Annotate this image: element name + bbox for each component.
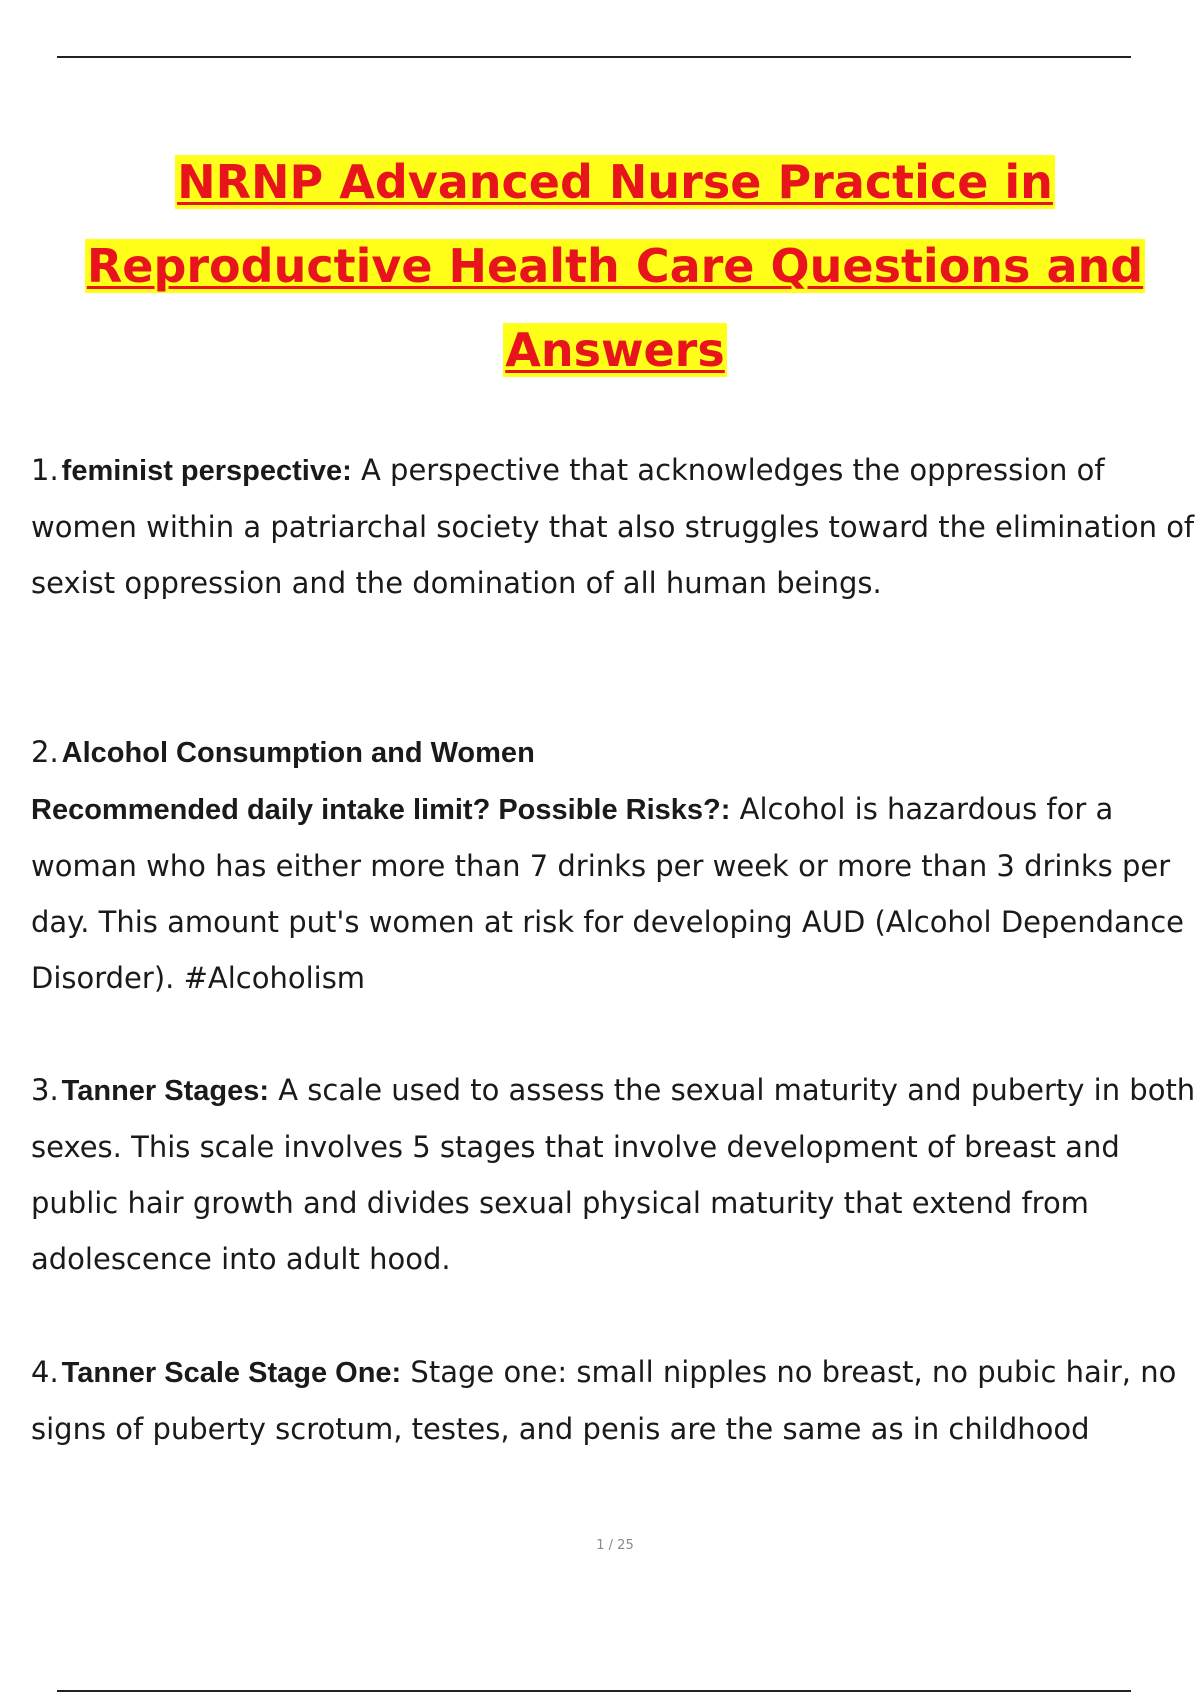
qa-item-3	[31, 1062, 1200, 1287]
qa-answer: Alcohol is hazardous for a woman who has either more than 7 drinks per week or more than 3 drinks per day. This amount put's women at risk for developing AUD (Alcohol Dependance Disorder). #Alcoholism	[31, 792, 1184, 995]
qa-answer: A perspective that acknowledges the oppression of women within a patriarchal society that also struggles toward the elimination of sexist oppression and the domination of all human beings.	[31, 453, 1195, 600]
qa-number: 1.	[31, 453, 59, 487]
qa-term: Tanner Stages:	[61, 1075, 270, 1107]
qa-answer: A scale used to assess the sexual maturity and puberty in both sexes. This scale involves 5 stages that involve development of breast and public hair growth and divides sexual physical maturity that extend from adolescence into adult hood.	[31, 1073, 1196, 1276]
page-number: 1 / 25	[596, 1538, 634, 1553]
qa-term-subline: Recommended daily intake limit? Possible Risks?:	[31, 794, 731, 826]
title-line-1: NRNP Advanced Nurse Practice in	[177, 155, 1053, 209]
document-title	[40, 140, 1190, 392]
qa-item-4	[31, 1344, 1200, 1457]
qa-item-1	[31, 442, 1200, 611]
qa-term: Alcohol Consumption and Women	[61, 737, 535, 769]
qa-number: 4.	[31, 1355, 59, 1389]
qa-number: 2.	[31, 735, 59, 769]
header-rule	[57, 56, 1131, 58]
title-line-3: Answers	[505, 323, 725, 377]
qa-term: feminist perspective:	[61, 455, 352, 487]
qa-item-2	[31, 724, 1200, 1006]
qa-answer: Stage one: small nipples no breast, no pubic hair, no signs of puberty scrotum, testes, and penis are the same as in childhood	[31, 1355, 1177, 1446]
title-line-2: Reproductive Health Care Questions and	[86, 239, 1144, 293]
qa-number: 3.	[31, 1073, 59, 1107]
footer-rule	[57, 1690, 1131, 1692]
qa-term: Tanner Scale Stage One:	[61, 1357, 402, 1389]
